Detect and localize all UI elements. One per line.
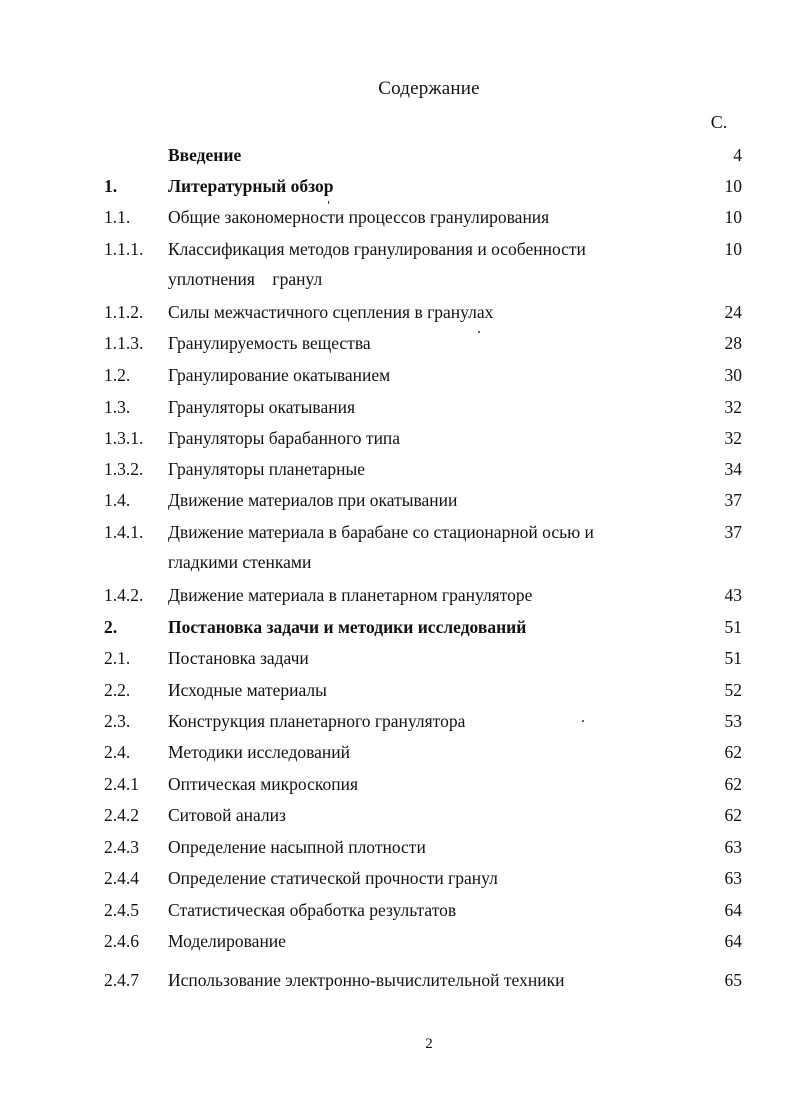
- toc-entry: [0, 737, 798, 767]
- toc-entry-title: Грануляторы окатывания: [168, 397, 355, 417]
- toc-entry-page: 53: [724, 711, 742, 731]
- toc-entry-number: 1.4.1.: [104, 522, 144, 542]
- toc-entry-page: 4: [733, 145, 742, 165]
- toc-entry-number: 1.: [104, 176, 118, 196]
- toc-entry-page: 52: [724, 680, 742, 700]
- toc-entry-title: Оптическая микроскопия: [168, 774, 359, 794]
- toc-entry-page: 62: [724, 774, 742, 794]
- toc-entry-title: Определение насыпной плотности: [168, 837, 426, 857]
- toc-entry: [0, 800, 798, 830]
- toc-entry-title: Постановка задачи и методики исследований: [168, 617, 527, 637]
- toc-entry-title: Статистическая обработка результатов: [168, 900, 457, 920]
- toc-entry-number: 1.1.3.: [104, 333, 144, 353]
- toc-entry-title: Классификация методов гранулирования и особенности: [168, 239, 586, 259]
- toc-entry-page: 63: [724, 837, 742, 857]
- toc-entry: [0, 769, 798, 799]
- toc-entry-page: 65: [724, 970, 742, 990]
- toc-entry: [0, 423, 798, 453]
- toc-entry-title: Методики исследований: [168, 742, 350, 762]
- toc-entry-title: Определение статической прочности гранул: [168, 868, 498, 888]
- toc-entry-title: Общие закономерности процессов гранулирования: [168, 207, 550, 227]
- toc-entry: [0, 454, 798, 484]
- toc-entry-number: 2.4.7: [104, 970, 139, 990]
- toc-entry-page: 30: [724, 365, 742, 385]
- toc-entry: [0, 706, 798, 736]
- toc-entry-number: 2.3.: [104, 711, 131, 731]
- toc-entry: [0, 965, 798, 995]
- toc-entry-number: 1.4.: [104, 490, 131, 510]
- toc-entry-title: Исходные материалы: [168, 680, 327, 700]
- toc-entry-title: Постановка задачи: [168, 648, 309, 668]
- toc-entry-page: 32: [724, 397, 742, 417]
- toc-entry: [0, 926, 798, 956]
- toc-entry-number: 1.3.: [104, 397, 131, 417]
- toc-entry: [0, 202, 798, 232]
- toc-entry: [0, 360, 798, 390]
- toc-entry-page: 62: [724, 742, 742, 762]
- page-number: 2: [425, 1036, 433, 1052]
- toc-entry: [0, 140, 798, 170]
- toc-entry-number: 2.4.5: [104, 900, 139, 920]
- toc-entry-page: 24: [724, 302, 742, 322]
- toc-entry-title: Силы межчастичного сцепления в гранулах: [168, 302, 494, 322]
- toc-entry: [0, 234, 798, 294]
- toc-entry: [0, 485, 798, 515]
- toc-entry-title: Грануляторы планетарные: [168, 459, 365, 479]
- toc-entry-number: 1.1.: [104, 207, 131, 227]
- toc-entry: [0, 895, 798, 925]
- toc-entry: [0, 643, 798, 673]
- toc-entry-page: 51: [724, 648, 742, 668]
- toc-entry-page: 51: [724, 617, 742, 637]
- toc-entry-page: 10: [724, 207, 742, 227]
- toc-entry-page: 64: [724, 900, 742, 920]
- toc-entry-number: 1.2.: [104, 365, 131, 385]
- toc-entry-page: 37: [724, 522, 742, 542]
- toc-entry-number: 2.1.: [104, 648, 131, 668]
- toc-entry-page: 62: [724, 805, 742, 825]
- toc-entry-number: 2.2.: [104, 680, 131, 700]
- toc-entry: [0, 517, 798, 577]
- toc-entry-title: Движение материала в барабане со стационарной осью и: [168, 522, 594, 542]
- toc-entry-title: Гранулируемость вещества: [168, 333, 371, 353]
- toc-entry-title: Конструкция планетарного гранулятора: [168, 711, 466, 731]
- toc-entry: [0, 171, 798, 201]
- toc-entry: [0, 675, 798, 705]
- toc-entry-page: 32: [724, 428, 742, 448]
- toc-entry-number: 2.4.4: [104, 868, 139, 888]
- toc-entry: [0, 297, 798, 327]
- scan-speck: [582, 720, 584, 722]
- toc-entry-number: 1.1.1.: [104, 239, 144, 259]
- toc-entry: [0, 863, 798, 893]
- toc-entry-title: Движение материалов при окатывании: [168, 490, 458, 510]
- toc-entry-number: 1.3.2.: [104, 459, 144, 479]
- toc-entry-page: 64: [724, 931, 742, 951]
- page-column-header: С.: [710, 112, 728, 132]
- toc-entry-number: 1.3.1.: [104, 428, 144, 448]
- toc-entry-title: Движение материала в планетарном грануляторе: [168, 585, 533, 605]
- toc-entry-title: Гранулирование окатыванием: [168, 365, 391, 385]
- toc-entry-number: 2.4.1: [104, 774, 139, 794]
- page-title: Содержание: [378, 78, 480, 99]
- toc-entry-page: 28: [724, 333, 742, 353]
- toc-entry-title: Введение: [168, 145, 242, 165]
- toc-entry-number: 2.4.: [104, 742, 131, 762]
- toc-entry-title: Грануляторы барабанного типа: [168, 428, 401, 448]
- toc-entry-title: Ситовой анализ: [168, 805, 286, 825]
- toc-entry: [0, 392, 798, 422]
- toc-entry-page: 37: [724, 490, 742, 510]
- toc-entry: [0, 612, 798, 642]
- scan-speck: [478, 331, 480, 333]
- toc-entry-title-continued: гладкими стенками: [168, 552, 312, 572]
- scan-speck: [328, 201, 329, 204]
- toc-entry-number: 1.4.2.: [104, 585, 144, 605]
- toc-entry-title: Использование электронно-вычислительной техники: [168, 970, 565, 990]
- toc-entry-number: 1.1.2.: [104, 302, 144, 322]
- toc-entry-number: 2.4.3: [104, 837, 139, 857]
- toc-entry-number: 2.: [104, 617, 118, 637]
- toc-entry: [0, 328, 798, 358]
- toc-entry-title-continued: уплотнения гранул: [168, 269, 323, 289]
- toc-entry-title: Моделирование: [168, 931, 286, 951]
- toc-entry-page: 63: [724, 868, 742, 888]
- toc-entry-number: 2.4.2: [104, 805, 139, 825]
- toc-entry-page: 34: [724, 459, 742, 479]
- toc-entry-page: 10: [724, 239, 742, 259]
- toc-entry-title: Литературный обзор: [168, 176, 334, 196]
- toc-entry-page: 10: [724, 176, 742, 196]
- toc-entry-number: 2.4.6: [104, 931, 139, 951]
- toc-entry: [0, 580, 798, 610]
- toc-entry: [0, 832, 798, 862]
- toc-entry-page: 43: [724, 585, 742, 605]
